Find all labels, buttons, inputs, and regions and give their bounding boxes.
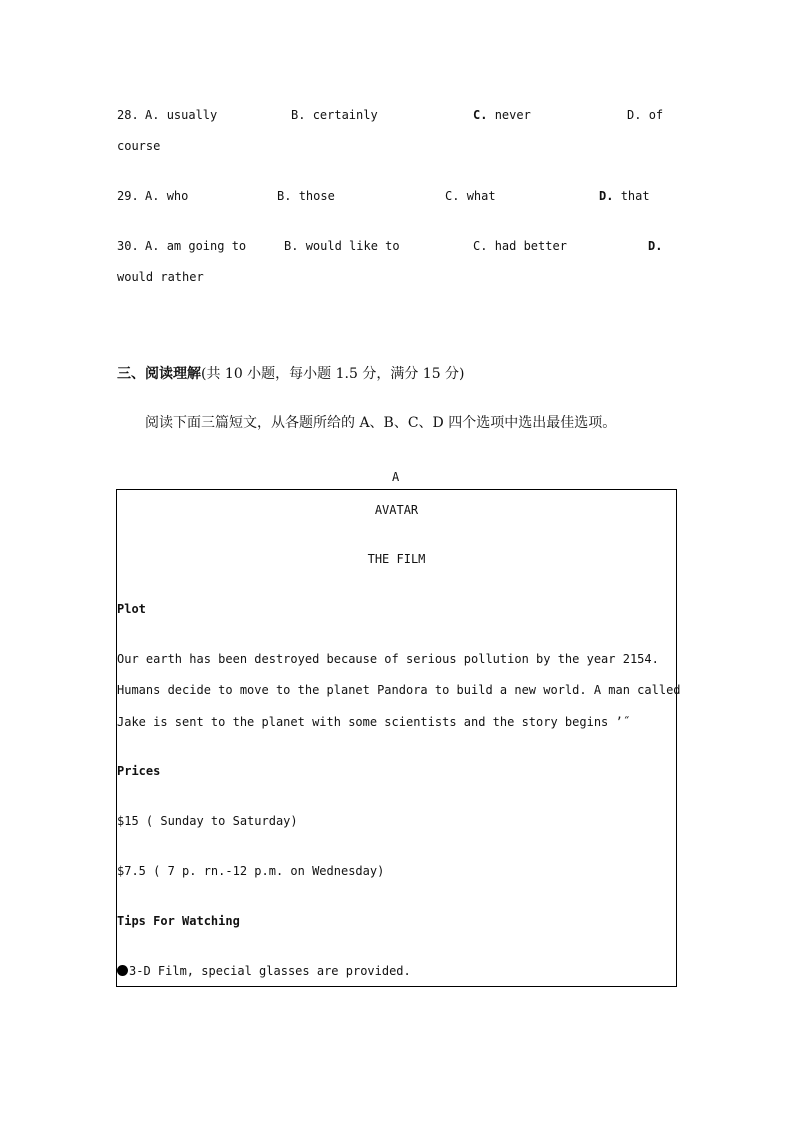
question-28-option-d: [627, 107, 663, 123]
option-text: am going to: [166, 239, 247, 253]
option-letter: B.: [291, 108, 306, 122]
question-30-wrap: would rather: [117, 270, 204, 284]
question-29-option-c: [445, 188, 496, 204]
tip-item: [117, 963, 411, 979]
section-heading-title: 三、阅读理解: [117, 366, 201, 382]
option-text: never: [494, 108, 531, 122]
plot-heading: Plot: [117, 602, 146, 616]
option-letter: B.: [284, 239, 299, 253]
option-letter: D.: [648, 239, 663, 253]
passage-label: A: [392, 470, 400, 484]
option-letter: A.: [145, 189, 160, 203]
section-instruction: 阅读下面三篇短文，从各题所给的 A、B、C、D 四个选项中选出最佳选项。: [145, 415, 617, 431]
option-text: certainly: [312, 108, 378, 122]
plot-line: Our earth has been destroyed because of serious pollution by the year 2154.: [117, 652, 659, 666]
question-30-number: 30.: [117, 239, 139, 253]
option-letter: C.: [473, 239, 488, 253]
question-29-option-d: [599, 188, 650, 204]
tip-text: 3-D Film, special glasses are provided.: [129, 964, 411, 978]
question-29-option-a: [145, 188, 188, 204]
option-letter: A.: [145, 108, 160, 122]
question-30-option-c: [473, 238, 567, 254]
question-28-option-c: [473, 107, 531, 123]
option-text: had better: [494, 239, 567, 253]
question-28-option-a: [145, 107, 217, 123]
question-29-option-b: [277, 188, 335, 204]
option-letter: C.: [473, 108, 488, 122]
tips-heading: Tips For Watching: [117, 914, 240, 928]
question-28-number: 28.: [117, 108, 139, 122]
passage-box: [116, 489, 681, 987]
question-30-option-a: [145, 238, 246, 254]
question-29-number: 29.: [117, 189, 139, 203]
passage-title: AVATAR: [374, 503, 419, 517]
option-letter: C.: [445, 189, 460, 203]
option-letter: D.: [599, 189, 614, 203]
plot-line: Jake is sent to the planet with some scientists and the story begins ’˝: [117, 715, 630, 729]
question-28-option-b: [291, 107, 378, 123]
option-text: what: [466, 189, 496, 203]
option-text: usually: [166, 108, 218, 122]
price-item: $15 ( Sunday to Saturday): [117, 814, 298, 828]
option-text: who: [166, 189, 189, 203]
section-heading-note: (共 10 小题，每小题 1.5 分，满分 15 分): [201, 366, 465, 382]
option-text: those: [298, 189, 335, 203]
option-letter: A.: [145, 239, 160, 253]
option-letter: B.: [277, 189, 292, 203]
prices-heading: Prices: [117, 764, 161, 778]
option-text: of: [648, 108, 664, 122]
option-text: that: [620, 189, 650, 203]
plot-line: Humans decide to move to the planet Pandora to build a new world. A man called: [117, 683, 681, 697]
section-heading: [117, 366, 465, 382]
question-30-option-b: [284, 238, 400, 254]
question-30-option-d: [648, 238, 662, 254]
price-item: $7.5 ( 7 p. rn.-12 p.m. on Wednesday): [117, 864, 385, 878]
option-letter: D.: [627, 108, 642, 122]
bullet-icon: [117, 965, 128, 976]
question-28-wrap: course: [117, 139, 161, 153]
passage-subtitle: THE FILM: [367, 552, 426, 566]
option-text: would like to: [305, 239, 400, 253]
